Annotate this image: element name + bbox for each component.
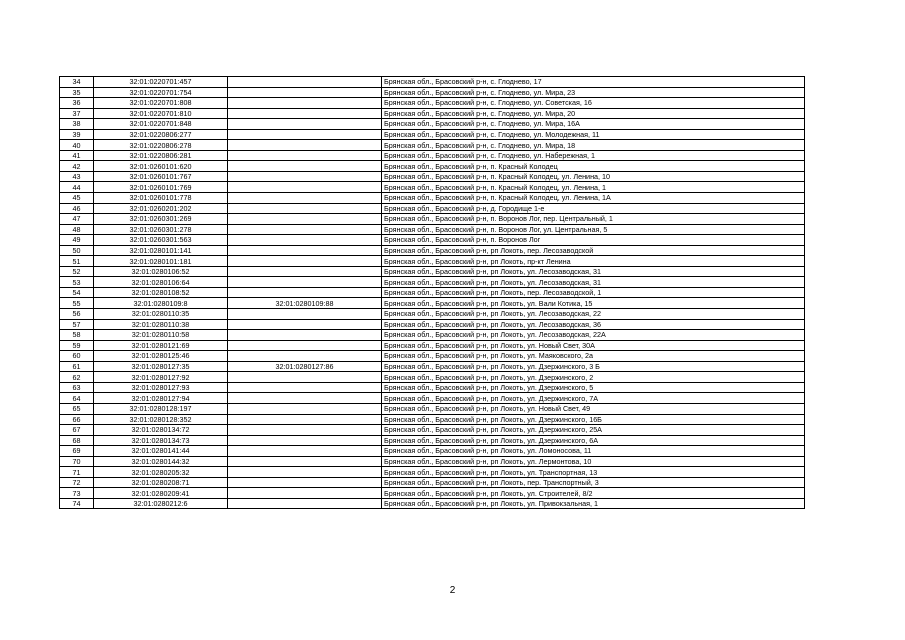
address-cell: Брянская обл., Брасовский р-н, с. Глоднево, ул. Молодежная, 11 bbox=[382, 129, 805, 140]
related-cadastral-number-cell bbox=[228, 414, 382, 425]
related-cadastral-number-cell bbox=[228, 446, 382, 457]
cadastral-number-cell: 32:01:0220701:848 bbox=[94, 119, 228, 130]
row-number-cell: 39 bbox=[60, 129, 94, 140]
related-cadastral-number-cell bbox=[228, 277, 382, 288]
row-number-cell: 66 bbox=[60, 414, 94, 425]
related-cadastral-number-cell bbox=[228, 425, 382, 436]
related-cadastral-number-cell bbox=[228, 435, 382, 446]
row-number-cell: 46 bbox=[60, 203, 94, 214]
cadastral-number-cell: 32:01:0280134:73 bbox=[94, 435, 228, 446]
address-cell: Брянская обл., Брасовский р-н, рп Локоть, ул. Новый Свет, 49 bbox=[382, 403, 805, 414]
table-row bbox=[60, 235, 805, 246]
related-cadastral-number-cell bbox=[228, 119, 382, 130]
cadastral-number-cell: 32:01:0280212:6 bbox=[94, 498, 228, 509]
table-row bbox=[60, 382, 805, 393]
cadastral-number-cell: 32:01:0280101:181 bbox=[94, 256, 228, 267]
row-number-cell: 55 bbox=[60, 298, 94, 309]
related-cadastral-number-cell: 32:01:0280127:86 bbox=[228, 361, 382, 372]
row-number-cell: 36 bbox=[60, 98, 94, 109]
row-number-cell: 52 bbox=[60, 266, 94, 277]
table-row bbox=[60, 340, 805, 351]
address-cell: Брянская обл., Брасовский р-н, рп Локоть, ул. Транспортная, 13 bbox=[382, 467, 805, 478]
row-number-cell: 50 bbox=[60, 245, 94, 256]
related-cadastral-number-cell bbox=[228, 403, 382, 414]
cadastral-number-cell: 32:01:0280208:71 bbox=[94, 477, 228, 488]
related-cadastral-number-cell bbox=[228, 372, 382, 383]
table-row bbox=[60, 150, 805, 161]
related-cadastral-number-cell bbox=[228, 340, 382, 351]
address-cell: Брянская обл., Брасовский р-н, рп Локоть, ул. Лесозаводская, 22 bbox=[382, 309, 805, 320]
address-cell: Брянская обл., Брасовский р-н, с. Глоднево, ул. Набережная, 1 bbox=[382, 150, 805, 161]
row-number-cell: 40 bbox=[60, 140, 94, 151]
address-cell: Брянская обл., Брасовский р-н, рп Локоть, ул. Маяковского, 2а bbox=[382, 351, 805, 362]
table-row bbox=[60, 498, 805, 509]
table-row bbox=[60, 203, 805, 214]
related-cadastral-number-cell bbox=[228, 256, 382, 267]
row-number-cell: 60 bbox=[60, 351, 94, 362]
address-cell: Брянская обл., Брасовский р-н, рп Локоть, пер. Транспортный, 3 bbox=[382, 477, 805, 488]
row-number-cell: 45 bbox=[60, 193, 94, 204]
row-number-cell: 47 bbox=[60, 214, 94, 225]
cadastral-number-cell: 32:01:0220701:754 bbox=[94, 87, 228, 98]
row-number-cell: 49 bbox=[60, 235, 94, 246]
table-row bbox=[60, 372, 805, 383]
table-row bbox=[60, 351, 805, 362]
address-cell: Брянская обл., Брасовский р-н, рп Локоть, ул. Строителей, 8/2 bbox=[382, 488, 805, 499]
row-number-cell: 37 bbox=[60, 108, 94, 119]
table-row bbox=[60, 245, 805, 256]
table-row bbox=[60, 477, 805, 488]
address-cell: Брянская обл., Брасовский р-н, рп Локоть, ул. Дзержинского, 7А bbox=[382, 393, 805, 404]
cadastral-number-cell: 32:01:0280110:35 bbox=[94, 309, 228, 320]
table-row bbox=[60, 129, 805, 140]
row-number-cell: 71 bbox=[60, 467, 94, 478]
cadastral-number-cell: 32:01:0280125:46 bbox=[94, 351, 228, 362]
related-cadastral-number-cell bbox=[228, 108, 382, 119]
address-cell: Брянская обл., Брасовский р-н, с. Глоднево, ул. Мира, 18 bbox=[382, 140, 805, 151]
related-cadastral-number-cell bbox=[228, 456, 382, 467]
table-row bbox=[60, 467, 805, 478]
cadastral-number-cell: 32:01:0280101:141 bbox=[94, 245, 228, 256]
table-row bbox=[60, 414, 805, 425]
table-row bbox=[60, 425, 805, 436]
address-cell: Брянская обл., Брасовский р-н, рп Локоть, ул. Лермонтова, 10 bbox=[382, 456, 805, 467]
row-number-cell: 59 bbox=[60, 340, 94, 351]
address-cell: Брянская обл., Брасовский р-н, рп Локоть, ул. Вали Котика, 15 bbox=[382, 298, 805, 309]
row-number-cell: 57 bbox=[60, 319, 94, 330]
row-number-cell: 58 bbox=[60, 330, 94, 341]
table-row bbox=[60, 309, 805, 320]
cadastral-number-cell: 32:01:0280205:32 bbox=[94, 467, 228, 478]
cadastral-number-cell: 32:01:0280109:8 bbox=[94, 298, 228, 309]
cadastral-number-cell: 32:01:0260301:563 bbox=[94, 235, 228, 246]
address-cell: Брянская обл., Брасовский р-н, п. Воронов Лог, ул. Центральная, 5 bbox=[382, 224, 805, 235]
row-number-cell: 64 bbox=[60, 393, 94, 404]
table-row bbox=[60, 87, 805, 98]
table-row bbox=[60, 77, 805, 88]
cadastral-number-cell: 32:01:0220806:278 bbox=[94, 140, 228, 151]
cadastral-number-cell: 32:01:0280127:92 bbox=[94, 372, 228, 383]
cadastral-number-cell: 32:01:0280106:64 bbox=[94, 277, 228, 288]
table-row bbox=[60, 140, 805, 151]
row-number-cell: 35 bbox=[60, 87, 94, 98]
cadastral-number-cell: 32:01:0280127:94 bbox=[94, 393, 228, 404]
address-cell: Брянская обл., Брасовский р-н, рп Локоть, ул. Дзержинского, 25А bbox=[382, 425, 805, 436]
address-cell: Брянская обл., Брасовский р-н, рп Локоть, ул. Дзержинского, 3 Б bbox=[382, 361, 805, 372]
row-number-cell: 68 bbox=[60, 435, 94, 446]
cadastral-number-cell: 32:01:0280110:58 bbox=[94, 330, 228, 341]
row-number-cell: 69 bbox=[60, 446, 94, 457]
row-number-cell: 67 bbox=[60, 425, 94, 436]
table-row bbox=[60, 171, 805, 182]
related-cadastral-number-cell bbox=[228, 235, 382, 246]
cadastral-number-cell: 32:01:0260201:202 bbox=[94, 203, 228, 214]
row-number-cell: 65 bbox=[60, 403, 94, 414]
row-number-cell: 44 bbox=[60, 182, 94, 193]
cadastral-number-cell: 32:01:0280144:32 bbox=[94, 456, 228, 467]
cadastral-number-cell: 32:01:0280128:352 bbox=[94, 414, 228, 425]
table-row bbox=[60, 435, 805, 446]
address-cell: Брянская обл., Брасовский р-н, п. Красный Колодец, ул. Ленина, 10 bbox=[382, 171, 805, 182]
address-cell: Брянская обл., Брасовский р-н, п. Красный Колодец bbox=[382, 161, 805, 172]
table-row bbox=[60, 298, 805, 309]
address-cell: Брянская обл., Брасовский р-н, с. Глоднево, ул. Советская, 16 bbox=[382, 98, 805, 109]
related-cadastral-number-cell bbox=[228, 193, 382, 204]
address-cell: Брянская обл., Брасовский р-н, д. Городище 1-е bbox=[382, 203, 805, 214]
table-row bbox=[60, 456, 805, 467]
cadastral-number-cell: 32:01:0260301:278 bbox=[94, 224, 228, 235]
row-number-cell: 72 bbox=[60, 477, 94, 488]
cadastral-number-cell: 32:01:0220701:808 bbox=[94, 98, 228, 109]
table-row bbox=[60, 361, 805, 372]
address-cell: Брянская обл., Брасовский р-н, рп Локоть, ул. Привокзальная, 1 bbox=[382, 498, 805, 509]
cadastral-number-cell: 32:01:0220701:457 bbox=[94, 77, 228, 88]
address-cell: Брянская обл., Брасовский р-н, рп Локоть, ул. Дзержинского, 16Б bbox=[382, 414, 805, 425]
address-cell: Брянская обл., Брасовский р-н, рп Локоть, ул. Лесозаводская, 36 bbox=[382, 319, 805, 330]
row-number-cell: 43 bbox=[60, 171, 94, 182]
cadastral-number-cell: 32:01:0280127:35 bbox=[94, 361, 228, 372]
cadastral-number-cell: 32:01:0220701:810 bbox=[94, 108, 228, 119]
related-cadastral-number-cell bbox=[228, 287, 382, 298]
address-cell: Брянская обл., Брасовский р-н, рп Локоть, ул. Лесозаводская, 22А bbox=[382, 330, 805, 341]
address-cell: Брянская обл., Брасовский р-н, рп Локоть, ул. Дзержинского, 6А bbox=[382, 435, 805, 446]
row-number-cell: 61 bbox=[60, 361, 94, 372]
row-number-cell: 53 bbox=[60, 277, 94, 288]
cadastral-number-cell: 32:01:0280141:44 bbox=[94, 446, 228, 457]
related-cadastral-number-cell bbox=[228, 498, 382, 509]
cadastral-number-cell: 32:01:0260101:767 bbox=[94, 171, 228, 182]
related-cadastral-number-cell bbox=[228, 309, 382, 320]
row-number-cell: 62 bbox=[60, 372, 94, 383]
parcels-table-body bbox=[60, 77, 805, 509]
row-number-cell: 38 bbox=[60, 119, 94, 130]
related-cadastral-number-cell: 32:01:0280109:88 bbox=[228, 298, 382, 309]
table-row bbox=[60, 224, 805, 235]
row-number-cell: 54 bbox=[60, 287, 94, 298]
row-number-cell: 41 bbox=[60, 150, 94, 161]
related-cadastral-number-cell bbox=[228, 319, 382, 330]
related-cadastral-number-cell bbox=[228, 351, 382, 362]
related-cadastral-number-cell bbox=[228, 203, 382, 214]
table-row bbox=[60, 287, 805, 298]
parcels-table bbox=[59, 76, 805, 509]
related-cadastral-number-cell bbox=[228, 161, 382, 172]
row-number-cell: 70 bbox=[60, 456, 94, 467]
related-cadastral-number-cell bbox=[228, 266, 382, 277]
cadastral-number-cell: 32:01:0260301:269 bbox=[94, 214, 228, 225]
table-row bbox=[60, 488, 805, 499]
cadastral-number-cell: 32:01:0280134:72 bbox=[94, 425, 228, 436]
address-cell: Брянская обл., Брасовский р-н, рп Локоть, ул. Ломоносова, 11 bbox=[382, 446, 805, 457]
table-row bbox=[60, 182, 805, 193]
address-cell: Брянская обл., Брасовский р-н, п. Воронов Лог, пер. Центральный, 1 bbox=[382, 214, 805, 225]
table-row bbox=[60, 277, 805, 288]
related-cadastral-number-cell bbox=[228, 214, 382, 225]
related-cadastral-number-cell bbox=[228, 140, 382, 151]
related-cadastral-number-cell bbox=[228, 98, 382, 109]
cadastral-number-cell: 32:01:0260101:769 bbox=[94, 182, 228, 193]
related-cadastral-number-cell bbox=[228, 150, 382, 161]
page-number: 2 bbox=[449, 585, 456, 596]
table-row bbox=[60, 393, 805, 404]
related-cadastral-number-cell bbox=[228, 171, 382, 182]
address-cell: Брянская обл., Брасовский р-н, п. Воронов Лог bbox=[382, 235, 805, 246]
related-cadastral-number-cell bbox=[228, 467, 382, 478]
related-cadastral-number-cell bbox=[228, 245, 382, 256]
cadastral-number-cell: 32:01:0260101:778 bbox=[94, 193, 228, 204]
address-cell: Брянская обл., Брасовский р-н, рп Локоть, ул. Дзержинского, 2 bbox=[382, 372, 805, 383]
row-number-cell: 56 bbox=[60, 309, 94, 320]
address-cell: Брянская обл., Брасовский р-н, рп Локоть, ул. Лесозаводская, 31 bbox=[382, 277, 805, 288]
row-number-cell: 51 bbox=[60, 256, 94, 267]
related-cadastral-number-cell bbox=[228, 224, 382, 235]
related-cadastral-number-cell bbox=[228, 77, 382, 88]
table-row bbox=[60, 446, 805, 457]
address-cell: Брянская обл., Брасовский р-н, с. Глоднево, 17 bbox=[382, 77, 805, 88]
related-cadastral-number-cell bbox=[228, 129, 382, 140]
address-cell: Брянская обл., Брасовский р-н, рп Локоть, ул. Новый Свет, 30А bbox=[382, 340, 805, 351]
table-row bbox=[60, 98, 805, 109]
table-row bbox=[60, 266, 805, 277]
related-cadastral-number-cell bbox=[228, 477, 382, 488]
cadastral-number-cell: 32:01:0280121:69 bbox=[94, 340, 228, 351]
table-row bbox=[60, 256, 805, 267]
row-number-cell: 63 bbox=[60, 382, 94, 393]
address-cell: Брянская обл., Брасовский р-н, рп Локоть, пер. Лесозаводской, 1 bbox=[382, 287, 805, 298]
cadastral-number-cell: 32:01:0280127:93 bbox=[94, 382, 228, 393]
cadastral-number-cell: 32:01:0280209:41 bbox=[94, 488, 228, 499]
table-row bbox=[60, 403, 805, 414]
table-row bbox=[60, 119, 805, 130]
row-number-cell: 34 bbox=[60, 77, 94, 88]
row-number-cell: 48 bbox=[60, 224, 94, 235]
cadastral-number-cell: 32:01:0280108:52 bbox=[94, 287, 228, 298]
address-cell: Брянская обл., Брасовский р-н, п. Красный Колодец, ул. Ленина, 1 bbox=[382, 182, 805, 193]
address-cell: Брянская обл., Брасовский р-н, рп Локоть, ул. Лесозаводская, 31 bbox=[382, 266, 805, 277]
related-cadastral-number-cell bbox=[228, 182, 382, 193]
table-row bbox=[60, 214, 805, 225]
related-cadastral-number-cell bbox=[228, 393, 382, 404]
table-row bbox=[60, 319, 805, 330]
address-cell: Брянская обл., Брасовский р-н, п. Красный Колодец, ул. Ленина, 1А bbox=[382, 193, 805, 204]
row-number-cell: 42 bbox=[60, 161, 94, 172]
related-cadastral-number-cell bbox=[228, 488, 382, 499]
cadastral-number-cell: 32:01:0280128:197 bbox=[94, 403, 228, 414]
cadastral-number-cell: 32:01:0280110:38 bbox=[94, 319, 228, 330]
cadastral-number-cell: 32:01:0220806:281 bbox=[94, 150, 228, 161]
address-cell: Брянская обл., Брасовский р-н, рп Локоть, пер. Лесозаводской bbox=[382, 245, 805, 256]
related-cadastral-number-cell bbox=[228, 382, 382, 393]
cadastral-number-cell: 32:01:0260101:620 bbox=[94, 161, 228, 172]
table-row bbox=[60, 108, 805, 119]
row-number-cell: 73 bbox=[60, 488, 94, 499]
address-cell: Брянская обл., Брасовский р-н, рп Локоть, пр-кт Ленина bbox=[382, 256, 805, 267]
address-cell: Брянская обл., Брасовский р-н, с. Глоднево, ул. Мира, 20 bbox=[382, 108, 805, 119]
related-cadastral-number-cell bbox=[228, 330, 382, 341]
row-number-cell: 74 bbox=[60, 498, 94, 509]
cadastral-number-cell: 32:01:0280106:52 bbox=[94, 266, 228, 277]
address-cell: Брянская обл., Брасовский р-н, рп Локоть, ул. Дзержинского, 5 bbox=[382, 382, 805, 393]
cadastral-number-cell: 32:01:0220806:277 bbox=[94, 129, 228, 140]
related-cadastral-number-cell bbox=[228, 87, 382, 98]
address-cell: Брянская обл., Брасовский р-н, с. Глоднево, ул. Мира, 16А bbox=[382, 119, 805, 130]
table-row bbox=[60, 330, 805, 341]
address-cell: Брянская обл., Брасовский р-н, с. Глоднево, ул. Мира, 23 bbox=[382, 87, 805, 98]
table-row bbox=[60, 161, 805, 172]
table-row bbox=[60, 193, 805, 204]
